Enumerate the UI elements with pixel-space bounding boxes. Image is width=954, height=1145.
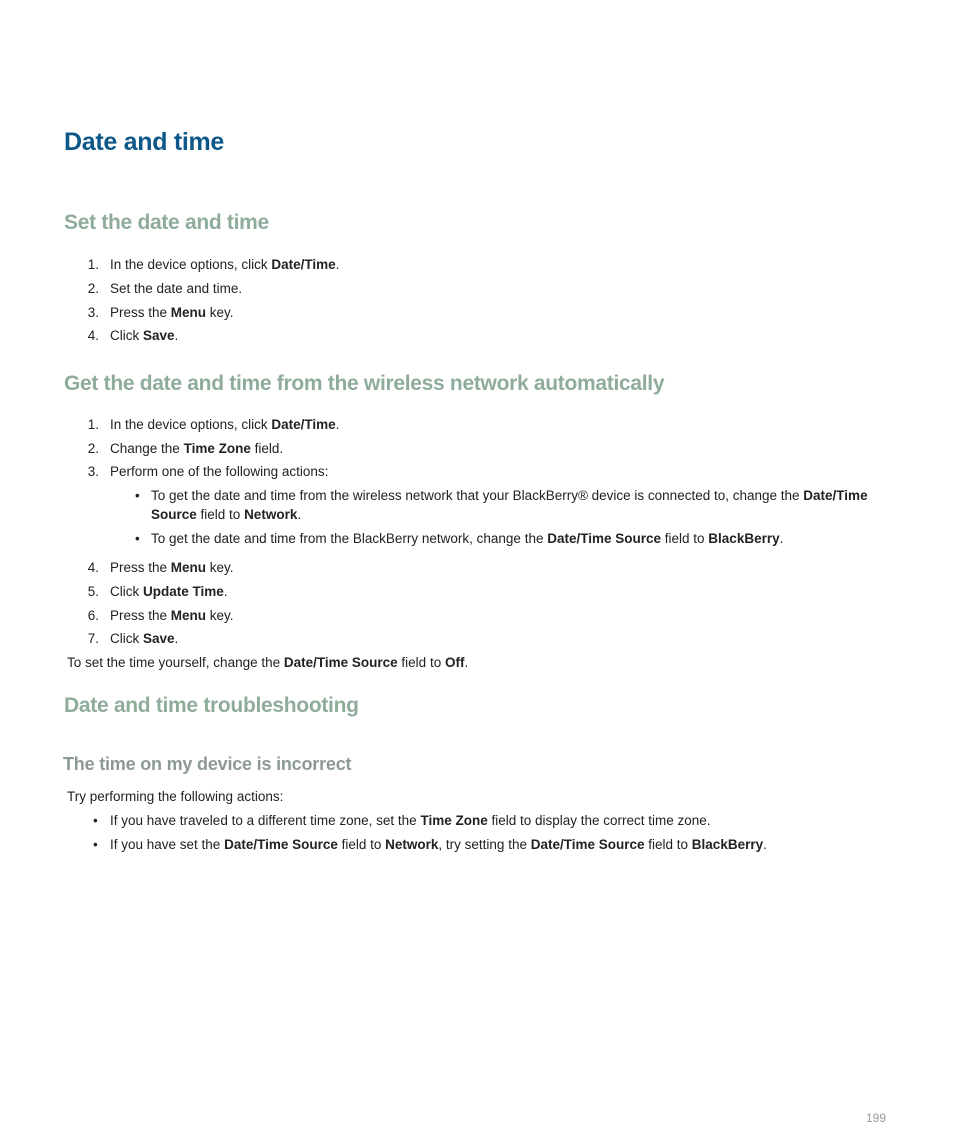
list-item: Press the Menu key. <box>110 608 234 623</box>
page-title: Date and time <box>64 128 225 156</box>
step-number: 4. <box>87 328 99 343</box>
list-item: Change the Time Zone field. <box>110 441 284 456</box>
sub-list-item: To get the date and time from the wireless network that your BlackBerry® device is connected to, change the Date/Time <box>151 488 868 503</box>
bullet-icon: • <box>135 488 140 503</box>
list-item: In the device options, click Date/Time. <box>110 417 340 432</box>
subsection-heading-time-incorrect: The time on my device is incorrect <box>63 754 352 774</box>
step-number: 6. <box>87 608 99 623</box>
section-heading-troubleshooting: Date and time troubleshooting <box>64 694 359 717</box>
note-manual-time: To set the time yourself, change the Date/Time Source field to Off. <box>67 655 469 670</box>
page-number: 199 <box>866 1111 887 1125</box>
step-number: 2. <box>87 441 99 456</box>
step-number: 1. <box>87 417 99 432</box>
step-number: 4. <box>87 560 99 575</box>
list-item: If you have set the Date/Time Source field to Network, try setting the Date/Time Source field to BlackBerry. <box>110 837 767 852</box>
step-number: 3. <box>87 305 99 320</box>
section-heading-set-date-time: Set the date and time <box>64 211 269 234</box>
list-item: If you have traveled to a different time zone, set the Time Zone field to display the correct time zone. <box>110 813 711 828</box>
troubleshooting-intro: Try performing the following actions: <box>67 789 284 804</box>
list-item: In the device options, click Date/Time. <box>110 257 340 272</box>
list-item: Click Save. <box>110 631 179 646</box>
list-item: Press the Menu key. <box>110 305 234 320</box>
sub-list-item-continuation: Source field to Network. <box>151 507 302 522</box>
step-number: 5. <box>87 584 99 599</box>
list-item: Perform one of the following actions: <box>110 464 329 479</box>
step-number: 2. <box>87 281 99 296</box>
list-item: Click Save. <box>110 328 179 343</box>
list-item: Press the Menu key. <box>110 560 234 575</box>
list-item: Set the date and time. <box>110 281 243 296</box>
step-number: 1. <box>87 257 99 272</box>
step-number: 7. <box>87 631 99 646</box>
bullet-icon: • <box>93 837 98 852</box>
section-heading-wireless-network: Get the date and time from the wireless network automatically <box>64 372 665 395</box>
step-number: 3. <box>87 464 99 479</box>
bullet-icon: • <box>93 813 98 828</box>
bullet-icon: • <box>135 531 140 546</box>
list-item: Click Update Time. <box>110 584 228 599</box>
sub-list-item: To get the date and time from the BlackBerry network, change the Date/Time Source field to BlackBerry. <box>151 531 784 546</box>
